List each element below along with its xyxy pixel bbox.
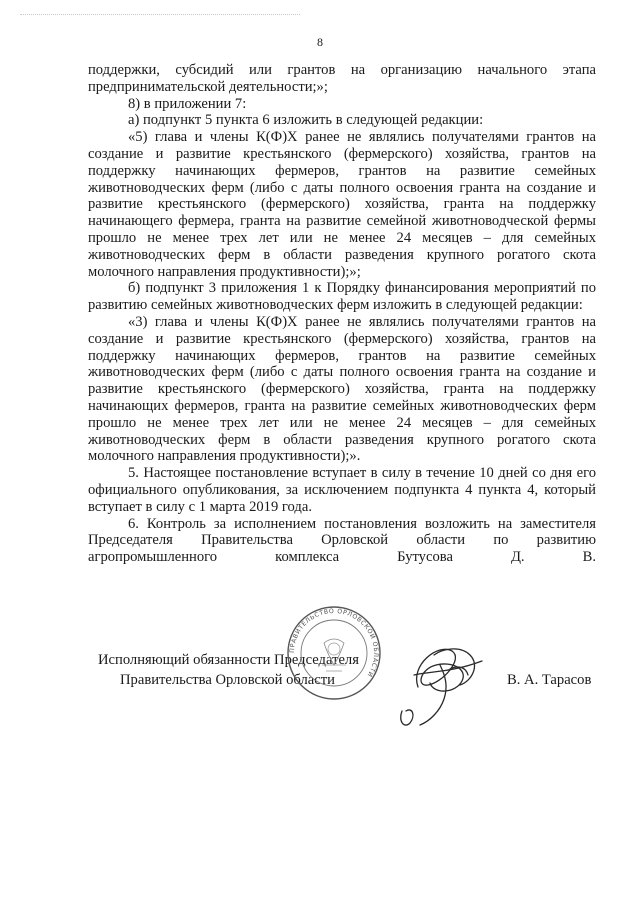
paragraph-subitem-a: а) подпункт 5 пункта 6 изложить в следующей редакции: [128, 112, 484, 129]
paragraph-quote-5: «5) глава и члены К(Ф)Х ранее не являлись получателями грантов на создание и развитие крестьянского (фермерского) хозяйства, грантов на поддержку начинающих фермеров, грантов на развитие семейных животноводческих ферм (либо с даты полного освоения гранта на создание и развитие крестьянского (фермерского) хозяйства, гранта на поддержку начинающего фермера, гранта на развитие семейной животноводческой фермы прошло не менее трех лет или не менее 24 месяцев – для семейных животноводческих ферм в области разведения крупного рогатого скота молочного направления продуктивности);»; [88, 129, 596, 280]
signer-position-line1: Исполняющий обязанности Председателя [98, 652, 359, 668]
signer-position-line2: Правительства Орловской области [120, 672, 335, 688]
paragraph-subitem-b: б) подпункт 3 приложения 1 к Порядку финансирования мероприятий по развитию семейных животноводческих ферм изложить в следующей редакции: [88, 280, 596, 314]
paragraph-support-ending: поддержки, субсидий или грантов на организацию начального этапа предпринимательской деятельности;»; [88, 62, 596, 95]
document-body [88, 62, 596, 566]
page-number: 8 [317, 35, 323, 49]
paragraph-item-8: 8) в приложении 7: [128, 95, 247, 112]
scan-artifact [20, 14, 300, 16]
paragraph-item-6-control: 6. Контроль за исполнением постановления возложить на заместителя Председателя Правительства Орловской области по развитию агропромышленного комплекса Бутусова Д. В. [88, 515, 596, 566]
seal-ring-text: ПРАВИТЕЛЬСТВО ОРЛОВСКОЙ ОБЛАСТИ [288, 607, 380, 679]
paragraph-quote-3: «3) глава и члены К(Ф)Х ранее не являлись получателями грантов на создание и развитие крестьянского (фермерского) хозяйства, грантов на поддержку начинающих фермеров, грантов на развитие семейных животноводческих ферм (либо с даты полного освоения гранта на создание и развитие крестьянского (фермерского) хозяйства, гранта на поддержку начинающих фермеров, гранта на развитие семейных животноводческих ферм прошло не менее трех лет или не менее 24 месяцев – для семейных животноводческих ферм в области разведения крупного рогатого скота молочного направления продуктивности);». [88, 313, 596, 465]
official-seal-stamp [284, 605, 384, 701]
paragraph-item-5-effective: 5. Настоящее постановление вступает в силу в течение 10 дней со дня его официального опубликования, за исключением подпункта 4 пункта 4, который вступает в силу с 1 марта 2019 года. [88, 465, 596, 515]
handwritten-signature [390, 625, 500, 735]
signer-name: В. А. Тарасов [507, 672, 592, 688]
